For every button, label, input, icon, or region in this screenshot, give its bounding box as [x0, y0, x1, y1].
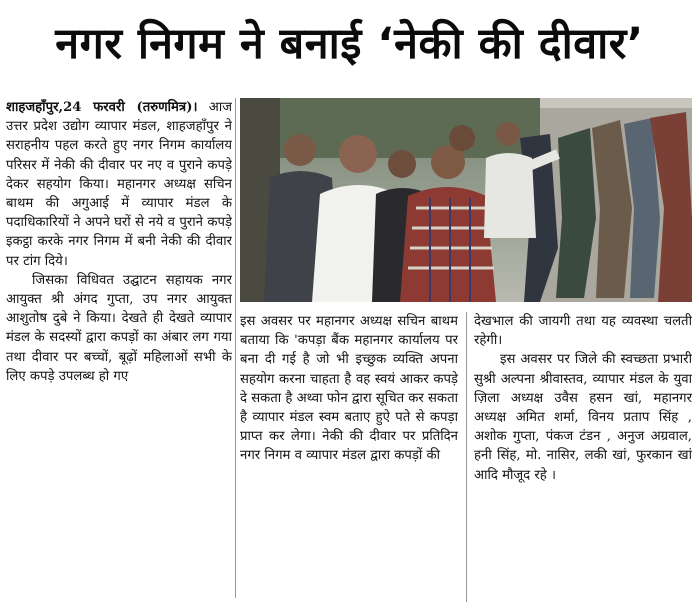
- article-column-2: [240, 312, 458, 602]
- dateline: शाहजहाँपुर,24 फरवरी (तरुणमित्र)।: [6, 100, 198, 115]
- paragraph-2: जिसका विधिवत उद्घाटन सहायक नगर आयुक्त श्री अंगद गुप्ता, उप नगर आयुक्त आशुतोष दुबे ने किया। देखते ही देखते व्यापार मंडल के सदस्यों द्वारा कपड़ों का अंबार लग गया तथा दीवार पर बच्चों, बूढ़ों महिलाओं सभी के लिए कपड़े उपलब्ध हो गए: [6, 272, 232, 384]
- headline: नगर निगम ने बनाई ‘नेकी की दीवार’: [55, 19, 644, 69]
- paragraph-1: [6, 98, 232, 271]
- column-divider-left: [235, 98, 236, 598]
- paragraph-3: इस अवसर पर महानगर अध्यक्ष सचिन बाथम बताया कि 'कपड़ा बैंक महानगर कार्यालय पर बना दी गई है जो भी इच्छुक व्यक्ति अपना सहयोग करना चाहता है वह स्वयं आकर कपड़े दे सकता है अथ्वा फोन द्वारा सूचित कर सकता है व्यापार मंडल स्वम बताए हुऐ पते से कपड़ा प्राप्त कर लेगा। नेकी की दीवार पर प्रतिदिन नगर निगम व व्यापार मंडल द्वारा कपड़ों की: [240, 314, 458, 464]
- paragraph-4: देखभाल की जायगी तथा यह व्यवस्था चलती रहेगी।: [474, 314, 692, 349]
- column-divider-right: [466, 312, 467, 602]
- article-column-1: [6, 98, 232, 598]
- article-column-3: [474, 312, 692, 602]
- paragraph-1-text: आज उत्तर प्रदेश उद्योग व्यापार मंडल, शाहजहाँपुर ने सराहनीय पहल करते हुए नगर निगम कार्यालय परिसर में नेकी की दीवार पर नए व पुराने कपड़े देकर सहयोग किया। महानगर अध्यक्ष सचिन बाथम की अगुआई में व्यापार मंडल के पदाधिकारियों ने अपने घरों से नये व पुराने कपड़े इकट्ठा करके नगर निगम में बनी नेकी की दीवार पर टांग दिये।: [6, 100, 232, 269]
- news-photo: [240, 98, 692, 302]
- paragraph-5: इस अवसर पर जिले की स्वच्छता प्रभारी सुश्री अल्पना श्रीवास्तव, व्यापार मंडल के युवा ज़िला अध्यक्ष उवैस हसन खां, महानगर अध्यक्ष अमित शर्मा, विनय प्रताप सिंह , अशोक गुप्ता, पंकज टंडन , अनुज अग्रवाल, हनी सिंह, मो. नासिर, लकी खां, फुरकान खां आदि मौजूद रहे ।: [474, 352, 692, 483]
